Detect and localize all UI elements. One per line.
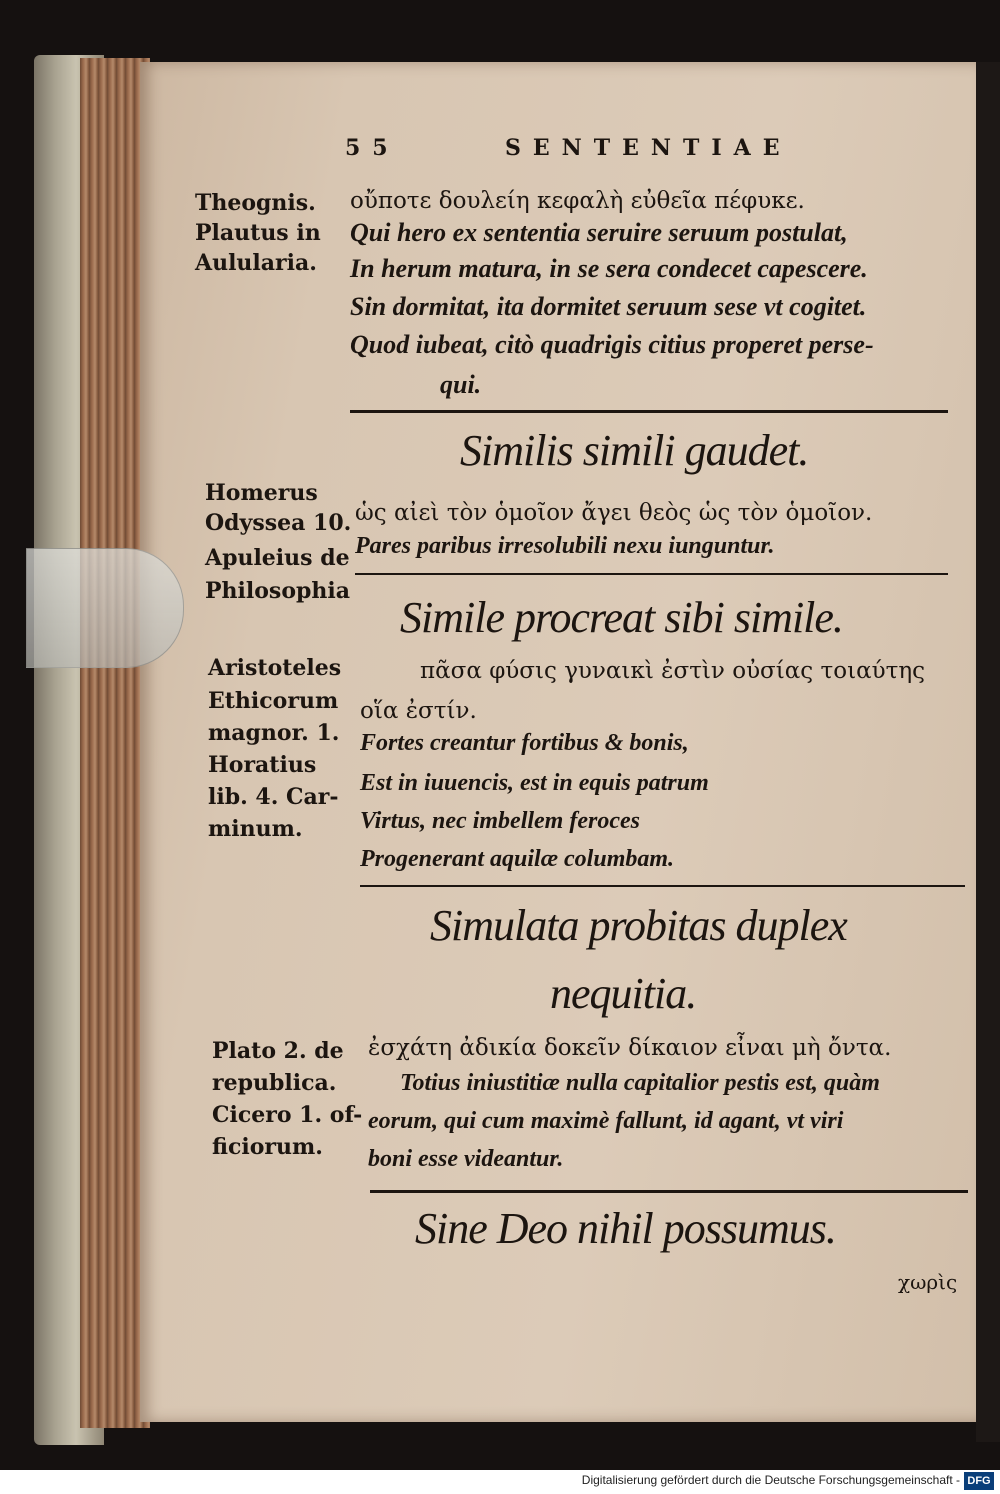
text-line: eorum, qui cum maximè fallunt, id agant, vt viri xyxy=(368,1108,844,1134)
source-note: minum. xyxy=(208,816,303,842)
text-line: Qui hero ex sententia seruire seruum postulat, xyxy=(350,218,848,247)
source-note: lib. 4. Car- xyxy=(208,784,339,810)
bookmark-clip xyxy=(26,548,184,668)
text-line: In herum matura, in se sera condecet capescere. xyxy=(350,254,868,283)
section-heading: Similis simili gaudet. xyxy=(460,426,809,475)
section-heading: Simulata probitas duplex xyxy=(430,901,847,950)
text-line: Sin dormitat, ita dormitet seruum sese vt cogitet. xyxy=(350,292,867,321)
digitization-footer xyxy=(0,1470,1000,1494)
text-line: boni esse videantur. xyxy=(368,1146,564,1172)
source-note: Apuleius de xyxy=(205,545,350,571)
text-line: Quod iubeat, citò quadrigis citius properet perse- xyxy=(350,330,874,359)
source-note: Horatius xyxy=(208,752,317,778)
greek-line: ἐσχάτη ἀδικία δοκεῖν δίκαιον εἶναι μὴ ὄντα. xyxy=(368,1035,892,1061)
greek-line: πᾶσα φύσις γυναικὶ ἐστὶν οὐσίας τοιαύτης xyxy=(420,658,925,684)
source-note: Philosophia xyxy=(205,578,350,604)
source-note: republica. xyxy=(212,1070,337,1096)
greek-line: οἵα ἐστίν. xyxy=(360,698,477,724)
section-rule xyxy=(350,410,948,413)
section-heading: Sine Deo nihil possumus. xyxy=(415,1204,836,1253)
running-head: SENTENTIAE xyxy=(505,135,792,161)
text-line: qui. xyxy=(440,370,482,399)
text-line: Virtus, nec imbellem feroces xyxy=(360,808,640,834)
source-note: Odyssea 10. xyxy=(205,510,352,536)
source-note: Aristoteles xyxy=(208,655,342,681)
catchword: χωρὶς xyxy=(898,1270,958,1294)
source-note: Plautus in xyxy=(195,220,321,246)
section-rule xyxy=(355,573,948,575)
page-number: 55 xyxy=(345,135,400,161)
section-rule xyxy=(370,1190,968,1193)
text-line: Progenerant aquilæ columbam. xyxy=(360,846,675,872)
source-note: Homerus xyxy=(205,480,318,506)
text-line: Fortes creantur fortibus & bonis, xyxy=(360,730,689,756)
source-note: Ethicorum xyxy=(208,688,339,714)
greek-line: οὔποτε δουλείη κεφαλὴ εὐθεῖα πέφυκε. xyxy=(350,188,805,214)
source-note: Theognis. xyxy=(195,190,316,216)
section-heading: Simile procreat sibi simile. xyxy=(400,593,843,642)
source-note: Cicero 1. of- xyxy=(212,1102,363,1128)
text-line: Est in iuuencis, est in equis patrum xyxy=(360,770,709,796)
source-note: Plato 2. de xyxy=(212,1038,344,1064)
source-note: ficiorum. xyxy=(212,1134,323,1160)
footer-credit: Digitalisierung gefördert durch die Deutsche Forschungsgemeinschaft - xyxy=(581,1473,960,1487)
section-rule xyxy=(360,885,965,887)
greek-line: ὡς αἰεὶ τὸν ὁμοῖον ἄγει θεὸς ὡς τὸν ὁμοῖον. xyxy=(355,500,873,526)
page-gutter xyxy=(976,62,1000,1442)
source-note: magnor. 1. xyxy=(208,720,340,746)
section-heading-continued: nequitia. xyxy=(550,969,697,1018)
text-line: Pares paribus irresolubili nexu iunguntur. xyxy=(355,533,775,559)
dfg-logo-icon: DFG xyxy=(964,1472,994,1490)
text-line: Totius iniustitiæ nulla capitalior pestis est, quàm xyxy=(400,1070,880,1096)
source-note: Aulularia. xyxy=(195,250,317,276)
